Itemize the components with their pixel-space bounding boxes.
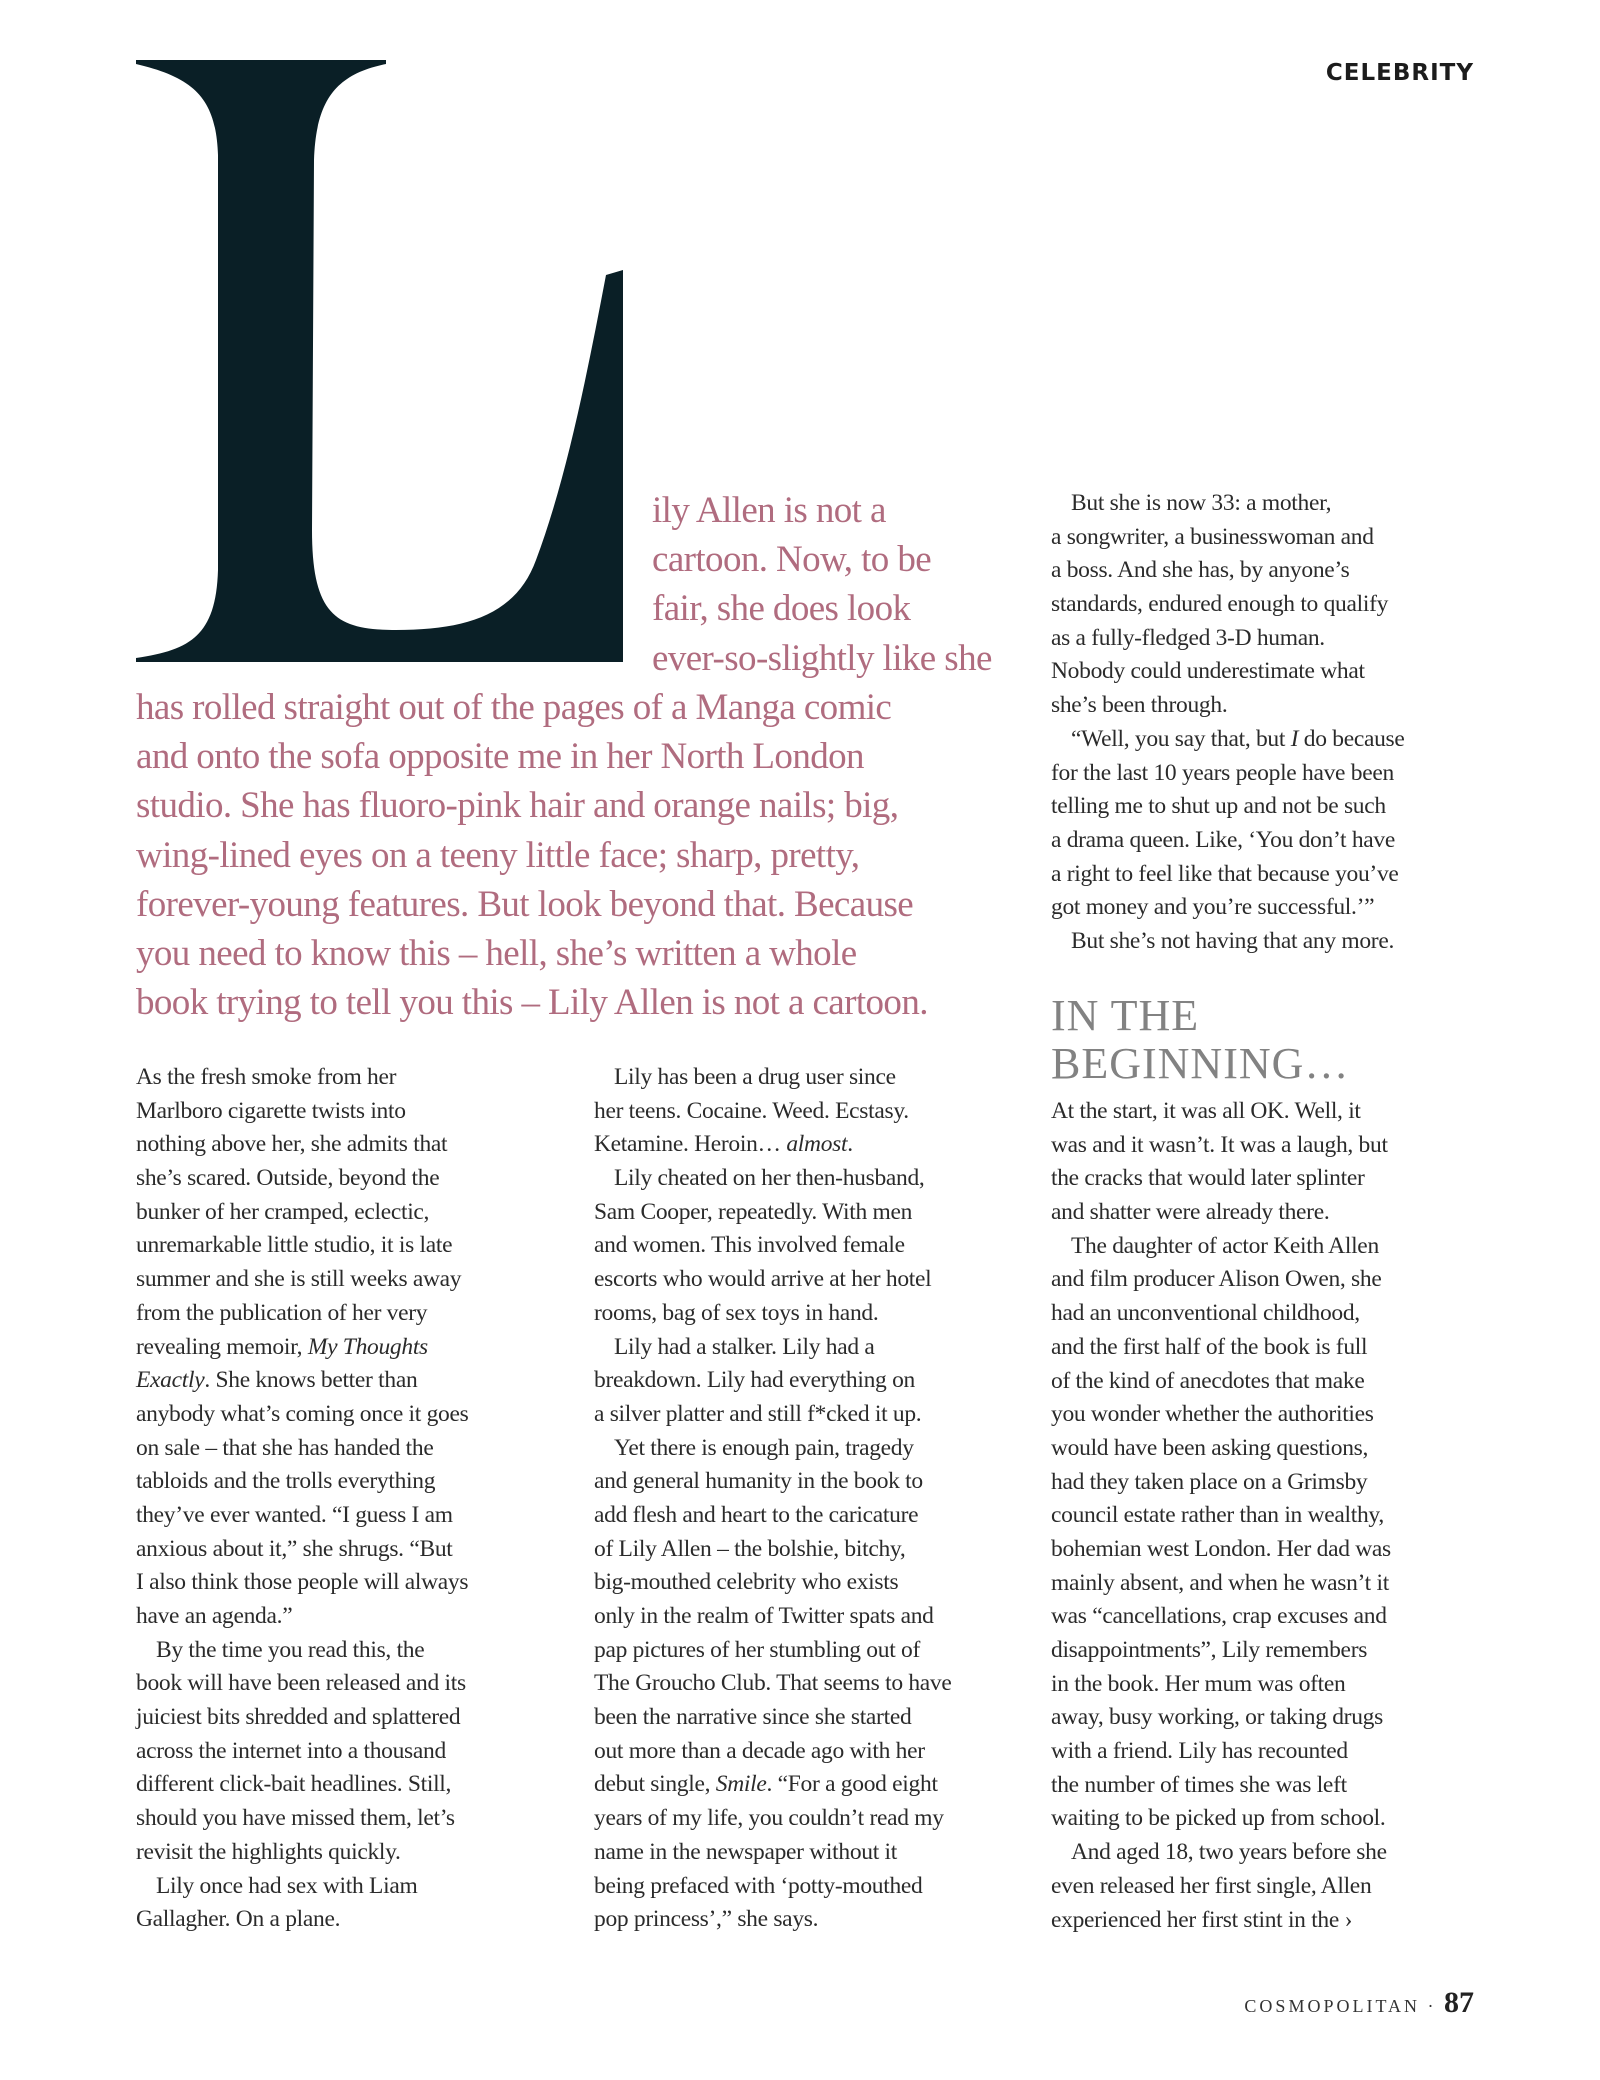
text-line: was and it wasn’t. It was a laugh, but bbox=[1051, 1131, 1388, 1158]
column-2 bbox=[594, 1061, 952, 1937]
text-line: Lily cheated on her then-husband, bbox=[614, 1165, 925, 1192]
text-line: book will have been released and its bbox=[136, 1670, 466, 1697]
text-line: Sam Cooper, repeatedly. With men bbox=[594, 1198, 913, 1225]
text-line: a songwriter, a businesswoman and bbox=[1051, 523, 1374, 550]
text-line: from the publication of her very bbox=[136, 1299, 428, 1326]
text-line: with a friend. Lily has recounted bbox=[1051, 1738, 1348, 1765]
text-line: you need to know this – hell, she’s written a whole bbox=[136, 932, 857, 974]
text-line: the cracks that would later splinter bbox=[1051, 1165, 1365, 1192]
text-line: would have been asking questions, bbox=[1051, 1434, 1369, 1461]
text-line: has rolled straight out of the pages of a Manga comic bbox=[136, 687, 892, 728]
text-line: council estate rather than in wealthy, bbox=[1051, 1502, 1384, 1529]
italic-text: My Thoughts bbox=[307, 1333, 428, 1360]
text-line: studio. She has fluoro-pink hair and orange nails; big, bbox=[136, 785, 899, 827]
text-line: away, busy working, or taking drugs bbox=[1051, 1704, 1383, 1731]
text-line: Yet there is enough pain, tragedy bbox=[614, 1434, 914, 1461]
column-3-top bbox=[1051, 487, 1405, 959]
text-line: Exactly. She knows better than bbox=[136, 1367, 418, 1394]
text-line: wing-lined eyes on a teeny little face; sharp, pretty, bbox=[136, 834, 860, 876]
text-line: her teens. Cocaine. Weed. Ecstasy. bbox=[594, 1097, 909, 1124]
text-line: only in the realm of Twitter spats and bbox=[594, 1603, 934, 1629]
text-line: Lily once had sex with Liam bbox=[156, 1872, 418, 1899]
text-line: ever-so-slightly like she bbox=[652, 637, 992, 679]
page-number: 87 bbox=[1444, 1986, 1474, 2019]
text-line: fair, she does look bbox=[652, 588, 911, 630]
text-line: a right to feel like that because you’ve bbox=[1051, 860, 1399, 887]
text-line: debut single, Smile. “For a good eight bbox=[594, 1771, 938, 1798]
text-line: of Lily Allen – the bolshie, bitchy, bbox=[594, 1535, 906, 1562]
text-line: in the book. Her mum was often bbox=[1051, 1670, 1346, 1697]
text-line: have an agenda.” bbox=[136, 1603, 293, 1629]
text-line: As the fresh smoke from her bbox=[136, 1064, 397, 1090]
text-line: forever-young features. But look beyond that. Because bbox=[136, 883, 914, 925]
text-line: Marlboro cigarette twists into bbox=[136, 1097, 406, 1124]
text-line: as a fully-fledged 3-D human. bbox=[1051, 624, 1325, 651]
text-line: standards, endured enough to qualify bbox=[1051, 591, 1389, 618]
italic-text: Smile bbox=[715, 1771, 767, 1798]
text-line: and onto the sofa opposite me in her North London bbox=[136, 736, 864, 778]
text-line: Ketamine. Heroin… almost. bbox=[594, 1131, 853, 1158]
text-line: But she’s not having that any more. bbox=[1071, 927, 1395, 954]
text-line: Nobody could underestimate what bbox=[1051, 658, 1365, 685]
text-line: revisit the highlights quickly. bbox=[136, 1838, 401, 1865]
text-line: and general humanity in the book to bbox=[594, 1468, 923, 1495]
italic-text: I bbox=[1290, 725, 1299, 752]
text-line: even released her first single, Allen bbox=[1051, 1872, 1372, 1899]
text-line: disappointments”, Lily remembers bbox=[1051, 1637, 1368, 1663]
page-footer bbox=[1244, 1986, 1474, 2020]
text-line: book trying to tell you this – Lily Allen is not a cartoon. bbox=[136, 982, 928, 1024]
text-line: a boss. And she has, by anyone’s bbox=[1051, 557, 1350, 584]
text-line: Gallagher. On a plane. bbox=[136, 1906, 341, 1933]
text-line: bunker of her cramped, eclectic, bbox=[136, 1198, 430, 1225]
text-line: had an unconventional childhood, bbox=[1051, 1300, 1360, 1327]
text-line: summer and she is still weeks away bbox=[136, 1266, 462, 1293]
italic-text: Exactly bbox=[136, 1367, 205, 1394]
text-line: nothing above her, she admits that bbox=[136, 1131, 448, 1158]
intro-short-lines bbox=[652, 486, 992, 683]
text-line: At the start, it was all OK. Well, it bbox=[1051, 1098, 1361, 1124]
text-line: anxious about it,” she shrugs. “But bbox=[136, 1535, 453, 1562]
text-line: they’ve ever wanted. “I guess I am bbox=[136, 1501, 453, 1528]
text-line: a drama queen. Like, ‘You don’t have bbox=[1051, 826, 1396, 853]
text-line: got money and you’re successful.’” bbox=[1051, 894, 1375, 921]
text-line: for the last 10 years people have been bbox=[1051, 759, 1394, 786]
text-line: I also think those people will always bbox=[136, 1569, 469, 1596]
text-line: she’s been through. bbox=[1051, 692, 1228, 719]
text-line: And aged 18, two years before she bbox=[1071, 1839, 1387, 1866]
text-line: juiciest bits shredded and splattered bbox=[136, 1704, 461, 1731]
text-line: Lily had a stalker. Lily had a bbox=[614, 1333, 875, 1360]
text-line: should you have missed them, let’s bbox=[136, 1805, 455, 1832]
section-label: CELEBRITY bbox=[1325, 60, 1474, 86]
text-line: But she is now 33: a mother, bbox=[1071, 490, 1332, 516]
text-line: anybody what’s coming once it goes bbox=[136, 1400, 469, 1427]
heading-line: BEGINNING… bbox=[1051, 1039, 1350, 1088]
separator: · bbox=[1427, 1996, 1437, 2016]
text-line: you wonder whether the authorities bbox=[1051, 1401, 1374, 1428]
text-line: out more than a decade ago with her bbox=[594, 1737, 925, 1764]
text-line: of the kind of anecdotes that make bbox=[1051, 1367, 1365, 1394]
text-line: being prefaced with ‘potty-mouthed bbox=[594, 1872, 923, 1899]
column-1 bbox=[136, 1061, 468, 1937]
text-line: telling me to shut up and not be such bbox=[1051, 793, 1386, 820]
text-line: ily Allen is not a bbox=[652, 490, 886, 531]
text-line: tabloids and the trolls everything bbox=[136, 1468, 436, 1495]
text-line: had they taken place on a Grimsby bbox=[1051, 1468, 1368, 1495]
text-line: experienced her first stint in the › bbox=[1051, 1906, 1353, 1933]
text-line: escorts who would arrive at her hotel bbox=[594, 1266, 932, 1293]
text-line: “Well, you say that, but I do because bbox=[1071, 725, 1405, 752]
text-line: across the internet into a thousand bbox=[136, 1737, 446, 1764]
text-line: rooms, bag of sex toys in hand. bbox=[594, 1299, 879, 1326]
text-line: been the narrative since she started bbox=[594, 1704, 912, 1731]
text-line: she’s scared. Outside, beyond the bbox=[136, 1165, 440, 1192]
section-heading bbox=[1051, 992, 1349, 1088]
italic-text: almost bbox=[786, 1131, 848, 1158]
text-line: By the time you read this, the bbox=[156, 1636, 425, 1663]
text-line: pop princess’,” she says. bbox=[594, 1906, 819, 1933]
text-line: add flesh and heart to the caricature bbox=[594, 1501, 919, 1528]
text-line: big-mouthed celebrity who exists bbox=[594, 1569, 899, 1596]
drop-cap-letter-l bbox=[136, 60, 626, 662]
text-line: revealing memoir, My Thoughts bbox=[136, 1333, 428, 1360]
text-line: waiting to be picked up from school. bbox=[1051, 1805, 1386, 1832]
column-3-bottom bbox=[1051, 1095, 1391, 1937]
text-line: name in the newspaper without it bbox=[594, 1838, 898, 1865]
text-line: unremarkable little studio, it is late bbox=[136, 1232, 453, 1259]
text-line: The Groucho Club. That seems to have bbox=[594, 1670, 952, 1697]
magazine-name: COSMOPOLITAN bbox=[1244, 1996, 1420, 2016]
text-line: a silver platter and still f*cked it up. bbox=[594, 1400, 922, 1427]
text-line: bohemian west London. Her dad was bbox=[1051, 1535, 1391, 1562]
text-line: the number of times she was left bbox=[1051, 1771, 1347, 1798]
text-line: was “cancellations, crap excuses and bbox=[1051, 1603, 1387, 1630]
intro-full-lines bbox=[136, 683, 928, 1027]
text-line: years of my life, you couldn’t read my bbox=[594, 1805, 944, 1832]
text-line: cartoon. Now, to be bbox=[652, 539, 932, 581]
text-line: The daughter of actor Keith Allen bbox=[1071, 1232, 1379, 1259]
text-line: different click-bait headlines. Still, bbox=[136, 1771, 452, 1798]
text-line: and the first half of the book is full bbox=[1051, 1333, 1368, 1360]
text-line: and shatter were already there. bbox=[1051, 1199, 1330, 1226]
text-line: on sale – that she has handed the bbox=[136, 1434, 434, 1461]
text-line: and film producer Alison Owen, she bbox=[1051, 1266, 1382, 1293]
text-line: Lily has been a drug user since bbox=[614, 1064, 896, 1090]
heading-line: IN THE bbox=[1051, 991, 1200, 1040]
text-line: and women. This involved female bbox=[594, 1232, 905, 1259]
text-line: breakdown. Lily had everything on bbox=[594, 1367, 915, 1394]
text-line: pap pictures of her stumbling out of bbox=[594, 1636, 920, 1663]
text-line: mainly absent, and when he wasn’t it bbox=[1051, 1569, 1389, 1596]
